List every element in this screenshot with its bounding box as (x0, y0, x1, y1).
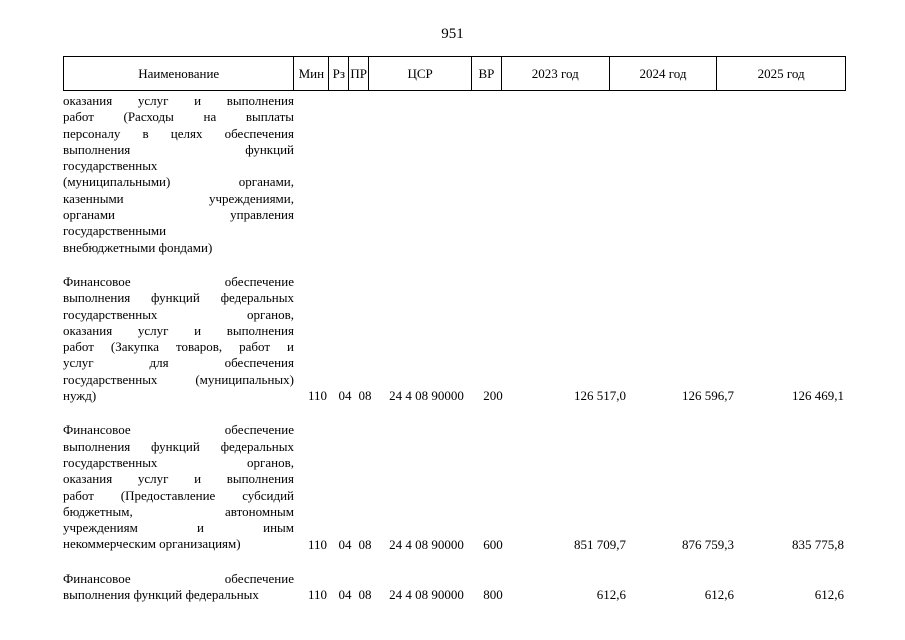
cell-pr: 08 (358, 587, 372, 603)
cell-min: 110 (307, 536, 328, 552)
header-min: Мин (294, 57, 329, 90)
cell-rz: 04 (338, 587, 352, 603)
row-name-line: услуг для обеспечения (63, 355, 294, 371)
cell-v2024: 876 759,3 (682, 536, 734, 552)
cell-csr: 24 4 08 90000 (389, 536, 464, 552)
cell-v2024: 612,6 (704, 587, 734, 603)
cell-min: 110 (307, 587, 328, 603)
row-name-line: оказания услуг и выполнения (63, 471, 294, 487)
cell-v2023: 851 709,7 (574, 536, 626, 552)
row-name-line: некоммерческим организациям) (63, 536, 241, 552)
row-gap (63, 256, 846, 274)
row-name-line: бюджетным, автономным (63, 503, 294, 519)
cell-v2025: 835 775,8 (792, 536, 844, 552)
row-name-line: (муниципальными) органами, (63, 174, 294, 190)
row-gap (63, 553, 846, 571)
header-name: Наименование (64, 57, 294, 90)
cell-rz: 04 (338, 388, 352, 404)
header-2023: 2023 год (502, 57, 610, 90)
cell-vr: 200 (483, 388, 503, 404)
table-row (63, 422, 846, 552)
row-name-line: учреждениям и иным (63, 520, 294, 536)
cell-csr: 24 4 08 90000 (389, 587, 464, 603)
row-name-line: работ (Расходы на выплаты (63, 109, 294, 125)
row-name-line: оказания услуг и выполнения (63, 93, 294, 108)
cell-csr: 24 4 08 90000 (389, 388, 464, 404)
row-name-line: выполнения функций федеральных (63, 438, 294, 454)
cell-v2024: 126 596,7 (682, 388, 734, 404)
row-values (63, 388, 846, 404)
header-csr: ЦСР (369, 57, 472, 90)
row-name-line: государственными (63, 223, 167, 239)
row-name-line: Финансовое обеспечение (63, 570, 294, 586)
row-name-line: Финансовое обеспечение (63, 422, 294, 438)
row-name-line: работ (Предоставление субсидий (63, 487, 294, 503)
row-name-line: работ (Закупка товаров, работ и (63, 339, 294, 355)
row-name-line: персоналу в целях обеспечения (63, 125, 294, 141)
cell-rz: 04 (338, 536, 352, 552)
row-values (63, 587, 846, 603)
row-name-line: внебюджетными фондами) (63, 239, 213, 255)
row-name-line: казенными учреждениями, (63, 190, 294, 206)
row-name (63, 274, 294, 404)
row-name-line: оказания услуг и выполнения (63, 322, 294, 338)
row-name-line: выполнения функций федеральных (63, 587, 259, 603)
table-row (63, 274, 846, 404)
cell-v2025: 126 469,1 (792, 388, 844, 404)
row-name-line: выполнения функций федеральных (63, 290, 294, 306)
cell-v2023: 612,6 (596, 587, 626, 603)
row-name-line: государственных (63, 158, 158, 174)
row-name-line: нужд) (63, 388, 97, 404)
row-values (63, 537, 846, 553)
row-name-line: Финансовое обеспечение (63, 273, 294, 289)
table-row (63, 571, 846, 604)
table-body (63, 93, 846, 603)
cell-pr: 08 (358, 536, 372, 552)
row-gap (63, 404, 846, 422)
row-name-line: государственных органов, (63, 306, 294, 322)
table-header (63, 56, 846, 91)
cell-v2023: 126 517,0 (574, 388, 626, 404)
cell-v2025: 612,6 (814, 587, 844, 603)
header-rz: Рз (329, 57, 349, 90)
header-pr: ПР (349, 57, 369, 90)
header-2025: 2025 год (757, 65, 805, 81)
table-row (63, 93, 846, 256)
cell-min: 110 (307, 388, 328, 404)
header-2024: 2024 год (610, 57, 718, 90)
row-name (63, 422, 294, 552)
row-name-line: выполнения функций (63, 141, 294, 157)
row-name-line: государственных органов, (63, 454, 294, 470)
page-number: 951 (441, 26, 464, 42)
row-name (63, 93, 294, 256)
header-vr: ВР (472, 57, 502, 90)
row-values (63, 240, 846, 256)
cell-pr: 08 (358, 388, 372, 404)
row-name-line: государственных (муниципальных) (63, 371, 294, 387)
row-name-line: органами управления (63, 207, 294, 223)
cell-vr: 800 (483, 587, 503, 603)
cell-vr: 600 (483, 536, 503, 552)
